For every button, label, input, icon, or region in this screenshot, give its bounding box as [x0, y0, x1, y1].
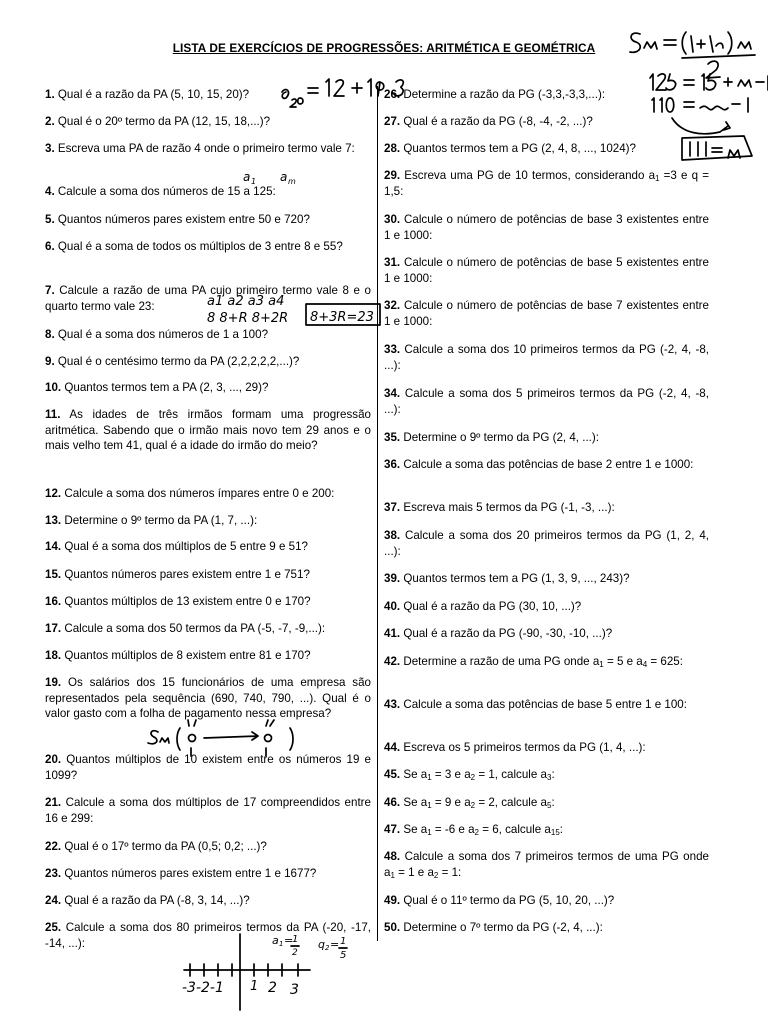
question-number: 40.: [384, 600, 401, 613]
question-text: Calcule a soma das potências de base 5 entre 1 e 100:: [403, 698, 687, 711]
question-number: 42.: [384, 655, 401, 668]
question-text: = 3 e a: [431, 768, 471, 781]
question-text: Qual é a razão da PG (30, 10, ...)?: [403, 600, 582, 613]
question-number: 35.: [384, 431, 401, 444]
question-text: Qual é o 17º termo da PA (0,5; 0,2; ...)?: [64, 840, 267, 853]
question-text: Qual é a razão da PA (-8, 3, 14, ...)?: [64, 894, 250, 907]
svg-text:a: a: [280, 170, 288, 184]
question-text: Calcule a soma dos 80 primeiros termos da PA (-20, -17, -14, ...):: [45, 921, 371, 950]
svg-text:8+3R=23: 8+3R=23: [310, 310, 374, 325]
question-number: 19.: [45, 676, 62, 689]
question-number: 3.: [45, 142, 55, 155]
question-text: = 5 e a: [603, 655, 643, 668]
question-text: Quantos números pares existem entre 1 e 1677?: [64, 867, 317, 880]
question-text: = 625:: [647, 655, 683, 668]
handwritten-a20-calc: [282, 79, 403, 107]
svg-text:-3-2-1: -3-2-1: [182, 980, 224, 996]
question-number: 1.: [45, 88, 55, 101]
question-text: = 2, calcule a: [475, 796, 547, 809]
question-number: 9.: [45, 355, 55, 368]
question-number: 37.: [384, 501, 401, 514]
question-text: Qual é a razão da PA (5, 10, 15, 20)?: [57, 88, 250, 101]
question-number: 45.: [384, 768, 401, 781]
subscript-index: 1: [427, 801, 432, 810]
question-number: 30.: [384, 213, 401, 226]
question-number: 50.: [384, 921, 401, 934]
question-number: 29.: [384, 169, 401, 182]
question-text: = 6, calcule a: [479, 823, 551, 836]
question-number: 46.: [384, 796, 401, 809]
page-title: LISTA DE EXERCÍCIOS DE PROGRESSÕES: ARITMÉTICA E GEOMÉTRICA: [172, 41, 596, 55]
question-number: 13.: [45, 514, 62, 527]
question-number: 15.: [45, 568, 62, 581]
subscript-index: 2: [433, 870, 439, 880]
subscript-index: 1: [427, 828, 432, 837]
svg-text:2: 2: [268, 980, 277, 996]
subscript-index: 2: [470, 773, 476, 782]
svg-text:8 8+R 8+2R: 8 8+R 8+2R: [207, 311, 289, 326]
question-text: Calcule o número de potências de base 7 existentes entre 1 e 1000:: [384, 299, 709, 328]
question-text: Quantos múltiplos de 8 existem entre 81 e 170?: [64, 649, 311, 662]
subscript-index: 1: [599, 660, 604, 669]
svg-text:m: m: [288, 177, 296, 186]
svg-text:=: =: [284, 934, 294, 947]
subscript-index: 5: [547, 801, 552, 810]
question-text: Calcule a soma dos números de 15 a 125:: [57, 185, 276, 198]
question-number: 48.: [384, 850, 401, 863]
question-text: Determine o 7º termo da PG (-2, 4, ...):: [403, 921, 603, 934]
question-number: 16.: [45, 595, 62, 608]
subscript-index: 1: [427, 773, 432, 782]
question-text: :: [559, 823, 564, 836]
question-number: 26.: [384, 88, 401, 101]
subscript-index: 1: [655, 174, 660, 183]
question-text: :: [551, 796, 555, 809]
question-text: Qual é o centésimo termo da PA (2,2,2,2,2,...)?: [57, 355, 300, 368]
question-text: Calcule o número de potências de base 3 existentes entre 1 e 1000:: [384, 213, 709, 242]
svg-text:5: 5: [340, 950, 347, 961]
question-number: 10.: [45, 381, 62, 394]
question-text: = -6 e a: [431, 823, 475, 836]
question-text: Quantos múltiplos de 13 existem entre 0 e 170?: [64, 595, 311, 608]
question-text: Quantos números pares existem entre 50 e 720?: [57, 213, 310, 226]
svg-text:1: 1: [250, 979, 259, 994]
question-number: 18.: [45, 649, 62, 662]
question-text: Determine o 9º termo da PG (2, 4, ...):: [403, 431, 599, 444]
question-text: Calcule a soma dos múltiplos de 17 compreendidos entre 16 e 299:: [45, 796, 371, 825]
question-number: 11.: [45, 408, 61, 421]
handwritten-q7-terms: [207, 294, 380, 326]
handwritten-110-calc: [652, 98, 748, 112]
question-text: = 1, calcule a: [475, 768, 547, 781]
question-text: Escreva uma PA de razão 4 onde o primeiro termo vale 7:: [57, 142, 355, 155]
question-text: Calcule a razão de uma PA cujo primeiro termo vale 8 e o quarto termo vale 23:: [45, 284, 371, 313]
question-number: 6.: [45, 240, 55, 253]
question-number: 25.: [45, 921, 62, 934]
question-number: 33.: [384, 343, 401, 356]
svg-text:1: 1: [340, 936, 347, 947]
question-text: Determine o 9º termo da PA (1, 7, ...):: [64, 514, 258, 527]
question-number: 22.: [45, 840, 62, 853]
question-number: 27.: [384, 115, 401, 128]
svg-text:a: a: [243, 170, 251, 184]
subscript-index: 1: [390, 870, 395, 880]
subscript-index: 2: [474, 828, 479, 837]
question-text: Qual é o 20º termo da PA (12, 15, 18,...)?: [57, 115, 271, 128]
question-number: 14.: [45, 540, 62, 553]
question-text: Calcule a soma dos 10 primeiros termos da PG (-2, 4, -8, ...):: [384, 343, 709, 372]
question-text: Calcule a soma dos 7 primeiros termos de uma PG onde a: [384, 850, 709, 879]
svg-text:3: 3: [290, 982, 299, 998]
question-number: 36.: [384, 458, 401, 471]
question-number: 31.: [384, 256, 401, 269]
question-text: = 9 e a: [431, 796, 471, 809]
question-text: Qual é a soma dos múltiplos de 5 entre 9 e 51?: [64, 540, 308, 553]
question-number: 24.: [45, 894, 62, 907]
question-number: 7.: [45, 284, 55, 297]
question-text: Qual é o 11º termo da PG (5, 10, 20, ...)?: [403, 894, 615, 907]
svg-text:=: =: [330, 938, 340, 951]
question-text: Escreva uma PG de 10 termos, considerando a: [404, 169, 656, 182]
question-number: 41.: [384, 627, 401, 640]
question-number: 23.: [45, 867, 62, 880]
question-text: Quantos termos tem a PG (2, 4, 8, ..., 1024)?: [403, 142, 636, 155]
question-text: :: [551, 768, 555, 781]
svg-text:1: 1: [251, 177, 257, 186]
question-text: Qual é a soma dos números de 1 a 100?: [57, 328, 269, 341]
question-text: Determine a razão da PG (-3,3,-3,3,...):: [403, 88, 606, 101]
question-number: 32.: [384, 299, 401, 312]
question-text: Os salários dos 15 funcionários de uma empresa são representados pela sequência (690, 740, 790, ...). Qual é o valor gasto com a folha de pagamento nessa empresa?: [45, 676, 371, 720]
question-text: Quantos termos tem a PG (1, 3, 9, ..., 243)?: [403, 572, 630, 585]
question-number: 21.: [45, 796, 62, 809]
question-text: Qual é a soma de todos os múltiplos de 3 entre 8 e 55?: [57, 240, 343, 253]
svg-text:2: 2: [292, 948, 298, 958]
handwritten-sn-sketch: [148, 720, 293, 756]
question-text: Quantos números pares existem entre 1 e 751?: [64, 568, 310, 581]
subscript-index: 4: [642, 660, 648, 669]
question-number: 17.: [45, 622, 62, 635]
question-number: 4.: [45, 185, 55, 198]
question-text: = 1 e a: [394, 865, 434, 879]
question-text: =3 e q = 1,5:: [384, 169, 709, 198]
question-number: 49.: [384, 894, 401, 907]
question-text: Qual é a razão da PG (-8, -4, -2, ...)?: [403, 115, 593, 128]
svg-text:q: q: [318, 938, 325, 951]
question-number: 28.: [384, 142, 401, 155]
question-number: 44.: [384, 741, 401, 754]
handwritten-sum-formula: [630, 32, 755, 78]
question-number: 43.: [384, 698, 401, 711]
question-text: Qual é a razão da PG (-90, -30, -10, ...)?: [403, 627, 613, 640]
svg-text:2: 2: [325, 944, 330, 952]
handwritten-number-line: [182, 934, 347, 1010]
subscript-index: 15: [550, 828, 560, 837]
svg-text:a1 a2 a3 a4: a1 a2 a3 a4: [207, 294, 285, 309]
svg-text:a: a: [272, 934, 279, 947]
question-text: Calcule a soma dos 20 primeiros termos da PG (1, 2, 4, ...):: [384, 529, 709, 558]
question-text: Determine a razão de uma PG onde a: [403, 655, 600, 668]
question-text: Quantos termos tem a PA (2, 3, ..., 29)?: [64, 381, 269, 394]
handwritten-125-calc: [650, 74, 768, 90]
svg-text:1: 1: [279, 940, 284, 948]
question-text: Se a: [403, 768, 428, 781]
question-number: 47.: [384, 823, 401, 836]
question-number: 2.: [45, 115, 55, 128]
question-text: Calcule a soma dos 50 termos da PA (-5, -7, -9,...):: [64, 622, 326, 635]
question-number: 34.: [384, 387, 401, 400]
question-text: Escreva os 5 primeiros termos da PG (1, 4, ...):: [403, 741, 646, 754]
question-text: Calcule o número de potências de base 5 existentes entre 1 e 1000:: [384, 256, 709, 285]
handwritten-boxed-answer: [672, 118, 752, 160]
question-number: 8.: [45, 328, 55, 341]
question-text: = 1:: [438, 865, 462, 879]
question-number: 39.: [384, 572, 401, 585]
question-text: Calcule a soma dos números ímpares entre 0 e 200:: [64, 487, 335, 500]
question-number: 12.: [45, 487, 62, 500]
svg-text:1: 1: [292, 934, 299, 945]
question-text: Calcule a soma dos 5 primeiros termos da PG (-2, 4, -8, ...):: [384, 387, 709, 416]
question-text: Quantos múltiplos de 10 existem entre os números 19 e 1099?: [45, 753, 371, 782]
question-text: Escreva mais 5 termos da PG (-1, -3, ...):: [403, 501, 615, 514]
subscript-index: 2: [470, 801, 476, 810]
question-number: 5.: [45, 213, 55, 226]
subscript-index: 3: [547, 773, 552, 782]
question-text: Se a: [403, 823, 428, 836]
handwritten-a1-am: [243, 170, 296, 186]
question-number: 20.: [45, 753, 62, 766]
question-text: Se a: [403, 796, 428, 809]
question-text: Calcule a soma das potências de base 2 entre 1 e 1000:: [403, 458, 694, 471]
question-text: As idades de três irmãos formam uma progressão aritmética. Sabendo que o irmão mais novo tem 29 anos e o mais velho tem 41, qual é a idade do irmão do meio?: [45, 408, 371, 452]
question-number: 38.: [384, 529, 401, 542]
